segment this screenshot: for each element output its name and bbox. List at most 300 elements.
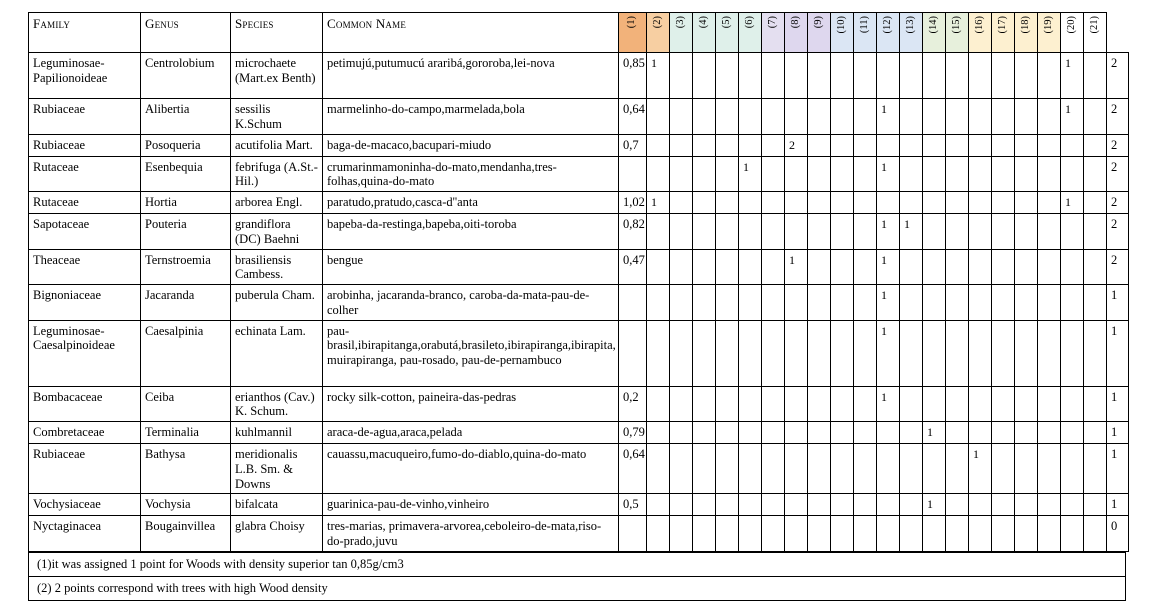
cell-genus: Ternstroemia <box>141 249 231 285</box>
cell-species: acutifolia Mart. <box>231 134 323 156</box>
criterion-label: (2) <box>651 16 663 29</box>
cell-criterion-12 <box>877 444 900 494</box>
column-header-criterion-7 <box>762 13 785 53</box>
notes-body <box>29 552 1126 600</box>
cell-criterion-18 <box>1015 386 1038 422</box>
cell-criterion-19 <box>1038 320 1061 386</box>
criterion-label: (15) <box>950 16 962 34</box>
cell-criterion-4 <box>693 494 716 516</box>
cell-criterion-2 <box>647 444 670 494</box>
cell-criterion-11 <box>854 53 877 99</box>
column-header-criterion-1 <box>619 13 647 53</box>
cell-criterion-9 <box>808 99 831 135</box>
column-header-species: Species <box>231 13 323 53</box>
cell-genus: Vochysia <box>141 494 231 516</box>
cell-criterion-10 <box>831 422 854 444</box>
cell-criterion-16 <box>969 422 992 444</box>
cell-criterion-20 <box>1061 156 1084 192</box>
cell-criterion-12 <box>877 53 900 99</box>
cell-criterion-20 <box>1061 494 1084 516</box>
cell-criterion-21 <box>1084 53 1107 99</box>
cell-criterion-2 <box>647 249 670 285</box>
cell-criterion-12 <box>877 494 900 516</box>
cell-criterion-13 <box>900 249 923 285</box>
cell-criterion-21 <box>1084 494 1107 516</box>
cell-criterion-14 <box>923 444 946 494</box>
cell-criterion-2 <box>647 156 670 192</box>
cell-criterion-15 <box>946 53 969 99</box>
table-row <box>29 99 1129 135</box>
criterion-label: (19) <box>1042 16 1054 34</box>
cell-criterion-7 <box>762 422 785 444</box>
cell-criterion-12: 1 <box>877 386 900 422</box>
cell-family: Sapotaceae <box>29 214 141 250</box>
table-row <box>29 285 1129 321</box>
cell-common-name: arobinha, jacaranda-branco, caroba-da-mata-pau-de-colher <box>323 285 619 321</box>
cell-criterion-17 <box>992 249 1015 285</box>
cell-common-name: tres-marias, primavera-arvorea,ceboleiro-de-mata,riso-do-prado,juvu <box>323 516 619 552</box>
cell-criterion-19 <box>1038 386 1061 422</box>
cell-criterion-11 <box>854 422 877 444</box>
cell-criterion-12: 1 <box>877 320 900 386</box>
cell-criterion-4 <box>693 285 716 321</box>
cell-criterion-16 <box>969 214 992 250</box>
cell-family: Rutaceae <box>29 192 141 214</box>
cell-criterion-13 <box>900 320 923 386</box>
cell-criterion-12: 1 <box>877 99 900 135</box>
cell-criterion-4 <box>693 444 716 494</box>
cell-criterion-20 <box>1061 422 1084 444</box>
cell-genus: Pouteria <box>141 214 231 250</box>
criterion-label: (21) <box>1088 16 1100 34</box>
cell-criterion-8 <box>785 320 808 386</box>
cell-criterion-6 <box>739 214 762 250</box>
cell-criterion-10 <box>831 192 854 214</box>
cell-criterion-11 <box>854 320 877 386</box>
cell-criterion-13 <box>900 285 923 321</box>
cell-criterion-14 <box>923 320 946 386</box>
cell-criterion-6 <box>739 249 762 285</box>
cell-criterion-11 <box>854 444 877 494</box>
cell-criterion-17 <box>992 134 1015 156</box>
cell-criterion-13: 1 <box>900 214 923 250</box>
cell-density-score <box>619 516 647 552</box>
cell-criterion-7 <box>762 285 785 321</box>
cell-criterion-9 <box>808 134 831 156</box>
cell-criterion-8 <box>785 422 808 444</box>
criterion-label: (10) <box>835 16 847 34</box>
cell-criterion-16 <box>969 249 992 285</box>
cell-family: Leguminosae-Caesalpinoideae <box>29 320 141 386</box>
table-row <box>29 422 1129 444</box>
note-row <box>29 576 1126 600</box>
cell-total-score: 1 <box>1107 285 1129 321</box>
column-header-criterion-12 <box>877 13 900 53</box>
cell-criterion-4 <box>693 386 716 422</box>
cell-genus: Jacaranda <box>141 285 231 321</box>
table-row <box>29 156 1129 192</box>
cell-criterion-13 <box>900 386 923 422</box>
cell-criterion-5 <box>716 516 739 552</box>
cell-criterion-7 <box>762 386 785 422</box>
cell-criterion-12: 1 <box>877 249 900 285</box>
cell-criterion-10 <box>831 249 854 285</box>
header-row <box>29 13 1129 53</box>
cell-criterion-19 <box>1038 156 1061 192</box>
cell-criterion-9 <box>808 214 831 250</box>
cell-criterion-2 <box>647 214 670 250</box>
cell-criterion-6 <box>739 444 762 494</box>
cell-criterion-21 <box>1084 444 1107 494</box>
cell-criterion-10 <box>831 386 854 422</box>
cell-criterion-13 <box>900 192 923 214</box>
cell-criterion-15 <box>946 386 969 422</box>
cell-criterion-11 <box>854 386 877 422</box>
cell-criterion-2 <box>647 386 670 422</box>
cell-criterion-3 <box>670 53 693 99</box>
cell-criterion-19 <box>1038 285 1061 321</box>
cell-criterion-8: 2 <box>785 134 808 156</box>
cell-criterion-5 <box>716 444 739 494</box>
cell-genus: Esenbequia <box>141 156 231 192</box>
cell-criterion-11 <box>854 192 877 214</box>
cell-criterion-21 <box>1084 285 1107 321</box>
column-header-criterion-4 <box>693 13 716 53</box>
criterion-label: (16) <box>973 16 985 34</box>
cell-criterion-7 <box>762 99 785 135</box>
cell-criterion-7 <box>762 320 785 386</box>
cell-criterion-17 <box>992 214 1015 250</box>
cell-criterion-6 <box>739 320 762 386</box>
cell-criterion-18 <box>1015 156 1038 192</box>
cell-family: Combretaceae <box>29 422 141 444</box>
cell-species: glabra Choisy <box>231 516 323 552</box>
cell-density-score: 0,82 <box>619 214 647 250</box>
cell-criterion-19 <box>1038 422 1061 444</box>
cell-criterion-17 <box>992 156 1015 192</box>
cell-criterion-6 <box>739 386 762 422</box>
cell-criterion-4 <box>693 214 716 250</box>
cell-criterion-20 <box>1061 134 1084 156</box>
cell-criterion-18 <box>1015 53 1038 99</box>
cell-criterion-20: 1 <box>1061 53 1084 99</box>
column-header-genus: Genus <box>141 13 231 53</box>
cell-criterion-5 <box>716 422 739 444</box>
cell-criterion-13 <box>900 134 923 156</box>
cell-criterion-5 <box>716 285 739 321</box>
cell-criterion-14 <box>923 285 946 321</box>
cell-criterion-8 <box>785 53 808 99</box>
cell-genus: Bougainvillea <box>141 516 231 552</box>
criterion-label: (18) <box>1019 16 1031 34</box>
cell-criterion-5 <box>716 99 739 135</box>
cell-density-score: 0,79 <box>619 422 647 444</box>
cell-criterion-3 <box>670 386 693 422</box>
cell-criterion-20 <box>1061 444 1084 494</box>
cell-family: Rubiaceae <box>29 134 141 156</box>
cell-genus: Posoqueria <box>141 134 231 156</box>
cell-criterion-19 <box>1038 516 1061 552</box>
cell-criterion-18 <box>1015 99 1038 135</box>
column-header-family: Family <box>29 13 141 53</box>
cell-criterion-11 <box>854 285 877 321</box>
cell-criterion-4 <box>693 422 716 444</box>
cell-criterion-17 <box>992 285 1015 321</box>
cell-genus: Alibertia <box>141 99 231 135</box>
cell-criterion-2 <box>647 285 670 321</box>
cell-criterion-10 <box>831 214 854 250</box>
cell-criterion-15 <box>946 494 969 516</box>
cell-criterion-19 <box>1038 249 1061 285</box>
cell-criterion-15 <box>946 99 969 135</box>
cell-criterion-4 <box>693 249 716 285</box>
cell-criterion-7 <box>762 156 785 192</box>
cell-criterion-16 <box>969 134 992 156</box>
cell-genus: Hortia <box>141 192 231 214</box>
cell-criterion-3 <box>670 214 693 250</box>
cell-genus: Bathysa <box>141 444 231 494</box>
cell-criterion-20 <box>1061 214 1084 250</box>
cell-family: Rubiaceae <box>29 444 141 494</box>
cell-criterion-19 <box>1038 134 1061 156</box>
cell-criterion-8 <box>785 516 808 552</box>
cell-criterion-16 <box>969 99 992 135</box>
notes-table <box>28 552 1126 601</box>
cell-density-score: 0,64 <box>619 99 647 135</box>
cell-criterion-21 <box>1084 192 1107 214</box>
cell-total-score: 2 <box>1107 53 1129 99</box>
cell-species: sessilis K.Schum <box>231 99 323 135</box>
cell-criterion-16 <box>969 285 992 321</box>
cell-criterion-12: 1 <box>877 214 900 250</box>
cell-criterion-11 <box>854 516 877 552</box>
cell-criterion-4 <box>693 134 716 156</box>
cell-criterion-21 <box>1084 134 1107 156</box>
cell-criterion-15 <box>946 320 969 386</box>
cell-criterion-18 <box>1015 320 1038 386</box>
cell-criterion-19 <box>1038 214 1061 250</box>
cell-criterion-5 <box>716 494 739 516</box>
cell-criterion-12: 1 <box>877 156 900 192</box>
cell-criterion-5 <box>716 214 739 250</box>
cell-criterion-15 <box>946 444 969 494</box>
cell-total-score: 1 <box>1107 320 1129 386</box>
cell-criterion-3 <box>670 516 693 552</box>
note-text-2: (2) 2 points correspond with trees with high Wood density <box>29 576 1126 600</box>
column-header-criterion-21 <box>1084 13 1107 53</box>
cell-species: echinata Lam. <box>231 320 323 386</box>
cell-criterion-9 <box>808 53 831 99</box>
cell-criterion-7 <box>762 516 785 552</box>
cell-criterion-10 <box>831 156 854 192</box>
cell-criterion-3 <box>670 99 693 135</box>
column-header-criterion-2 <box>647 13 670 53</box>
cell-total-score: 0 <box>1107 516 1129 552</box>
cell-criterion-2 <box>647 320 670 386</box>
table-body <box>29 53 1129 552</box>
cell-common-name: baga-de-macaco,bacupari-miudo <box>323 134 619 156</box>
cell-criterion-4 <box>693 99 716 135</box>
cell-criterion-21 <box>1084 320 1107 386</box>
cell-criterion-9 <box>808 156 831 192</box>
cell-criterion-11 <box>854 99 877 135</box>
cell-density-score: 1,02 <box>619 192 647 214</box>
cell-criterion-12 <box>877 134 900 156</box>
criterion-label: (17) <box>996 16 1008 34</box>
cell-criterion-8 <box>785 156 808 192</box>
cell-criterion-8 <box>785 99 808 135</box>
cell-criterion-6 <box>739 494 762 516</box>
cell-family: Rutaceae <box>29 156 141 192</box>
table-row <box>29 516 1129 552</box>
cell-criterion-9 <box>808 386 831 422</box>
cell-criterion-8 <box>785 494 808 516</box>
cell-criterion-12 <box>877 516 900 552</box>
cell-criterion-16: 1 <box>969 444 992 494</box>
table-row <box>29 192 1129 214</box>
cell-family: Theaceae <box>29 249 141 285</box>
cell-criterion-16 <box>969 53 992 99</box>
cell-criterion-21 <box>1084 422 1107 444</box>
column-header-criterion-18 <box>1015 13 1038 53</box>
cell-criterion-8 <box>785 444 808 494</box>
cell-density-score <box>619 156 647 192</box>
cell-total-score: 2 <box>1107 134 1129 156</box>
cell-criterion-2 <box>647 516 670 552</box>
cell-criterion-2 <box>647 134 670 156</box>
cell-criterion-15 <box>946 214 969 250</box>
cell-criterion-15 <box>946 134 969 156</box>
table-row <box>29 386 1129 422</box>
cell-criterion-9 <box>808 249 831 285</box>
cell-species: kuhlmannil <box>231 422 323 444</box>
cell-criterion-18 <box>1015 249 1038 285</box>
cell-criterion-17 <box>992 192 1015 214</box>
table-row <box>29 134 1129 156</box>
cell-criterion-10 <box>831 285 854 321</box>
cell-criterion-3 <box>670 494 693 516</box>
column-header-criterion-8 <box>785 13 808 53</box>
cell-criterion-8 <box>785 192 808 214</box>
cell-criterion-14 <box>923 516 946 552</box>
cell-criterion-2: 1 <box>647 192 670 214</box>
cell-species: brasiliensis Cambess. <box>231 249 323 285</box>
cell-criterion-19 <box>1038 99 1061 135</box>
cell-total-score: 2 <box>1107 156 1129 192</box>
cell-criterion-5 <box>716 53 739 99</box>
cell-species: microchaete (Mart.ex Benth) <box>231 53 323 99</box>
cell-criterion-9 <box>808 285 831 321</box>
cell-criterion-15 <box>946 156 969 192</box>
cell-criterion-9 <box>808 192 831 214</box>
column-header-criterion-13 <box>900 13 923 53</box>
column-header-criterion-11 <box>854 13 877 53</box>
cell-criterion-15 <box>946 192 969 214</box>
cell-criterion-10 <box>831 516 854 552</box>
cell-criterion-7 <box>762 494 785 516</box>
cell-criterion-18 <box>1015 192 1038 214</box>
cell-criterion-10 <box>831 444 854 494</box>
criterion-label: (1) <box>626 16 638 29</box>
cell-criterion-4 <box>693 156 716 192</box>
cell-criterion-21 <box>1084 99 1107 135</box>
cell-criterion-20: 1 <box>1061 99 1084 135</box>
cell-density-score: 0,64 <box>619 444 647 494</box>
cell-common-name: bengue <box>323 249 619 285</box>
cell-criterion-19 <box>1038 444 1061 494</box>
cell-criterion-13 <box>900 516 923 552</box>
cell-criterion-3 <box>670 285 693 321</box>
cell-criterion-13 <box>900 99 923 135</box>
cell-criterion-6 <box>739 53 762 99</box>
cell-density-score: 0,7 <box>619 134 647 156</box>
cell-species: puberula Cham. <box>231 285 323 321</box>
column-header-criterion-16 <box>969 13 992 53</box>
cell-criterion-20 <box>1061 285 1084 321</box>
cell-total-score: 1 <box>1107 422 1129 444</box>
cell-criterion-16 <box>969 192 992 214</box>
cell-density-score: 0,5 <box>619 494 647 516</box>
cell-criterion-5 <box>716 249 739 285</box>
criterion-label: (5) <box>720 16 732 29</box>
cell-density-score: 0,85 <box>619 53 647 99</box>
cell-common-name: marmelinho-do-campo,marmelada,bola <box>323 99 619 135</box>
cell-criterion-5 <box>716 134 739 156</box>
cell-criterion-13 <box>900 494 923 516</box>
cell-total-score: 1 <box>1107 494 1129 516</box>
cell-criterion-17 <box>992 320 1015 386</box>
cell-species: febrifuga (A.St.-Hil.) <box>231 156 323 192</box>
cell-criterion-11 <box>854 156 877 192</box>
cell-species: bifalcata <box>231 494 323 516</box>
criterion-label: (20) <box>1065 16 1077 34</box>
cell-density-score <box>619 285 647 321</box>
species-table <box>28 12 1129 552</box>
cell-criterion-2: 1 <box>647 53 670 99</box>
table-row <box>29 320 1129 386</box>
cell-family: Vochysiaceae <box>29 494 141 516</box>
cell-criterion-9 <box>808 320 831 386</box>
cell-criterion-16 <box>969 156 992 192</box>
cell-criterion-6 <box>739 134 762 156</box>
column-header-criterion-15 <box>946 13 969 53</box>
cell-criterion-16 <box>969 494 992 516</box>
cell-criterion-13 <box>900 156 923 192</box>
cell-total-score: 1 <box>1107 386 1129 422</box>
cell-family: Rubiaceae <box>29 99 141 135</box>
cell-criterion-5 <box>716 386 739 422</box>
cell-criterion-18 <box>1015 422 1038 444</box>
cell-criterion-7 <box>762 134 785 156</box>
cell-criterion-14: 1 <box>923 422 946 444</box>
cell-criterion-9 <box>808 494 831 516</box>
cell-criterion-8 <box>785 386 808 422</box>
cell-criterion-6 <box>739 192 762 214</box>
cell-criterion-2 <box>647 99 670 135</box>
column-header-criterion-3 <box>670 13 693 53</box>
criterion-label: (8) <box>789 16 801 29</box>
cell-criterion-18 <box>1015 494 1038 516</box>
cell-criterion-16 <box>969 386 992 422</box>
cell-criterion-20 <box>1061 320 1084 386</box>
column-header-criterion-14 <box>923 13 946 53</box>
cell-criterion-10 <box>831 99 854 135</box>
cell-common-name: rocky silk-cotton, paineira-das-pedras <box>323 386 619 422</box>
cell-criterion-12 <box>877 192 900 214</box>
criterion-label: (13) <box>904 16 916 34</box>
cell-criterion-14 <box>923 99 946 135</box>
cell-species: meridionalis L.B. Sm. & Downs <box>231 444 323 494</box>
